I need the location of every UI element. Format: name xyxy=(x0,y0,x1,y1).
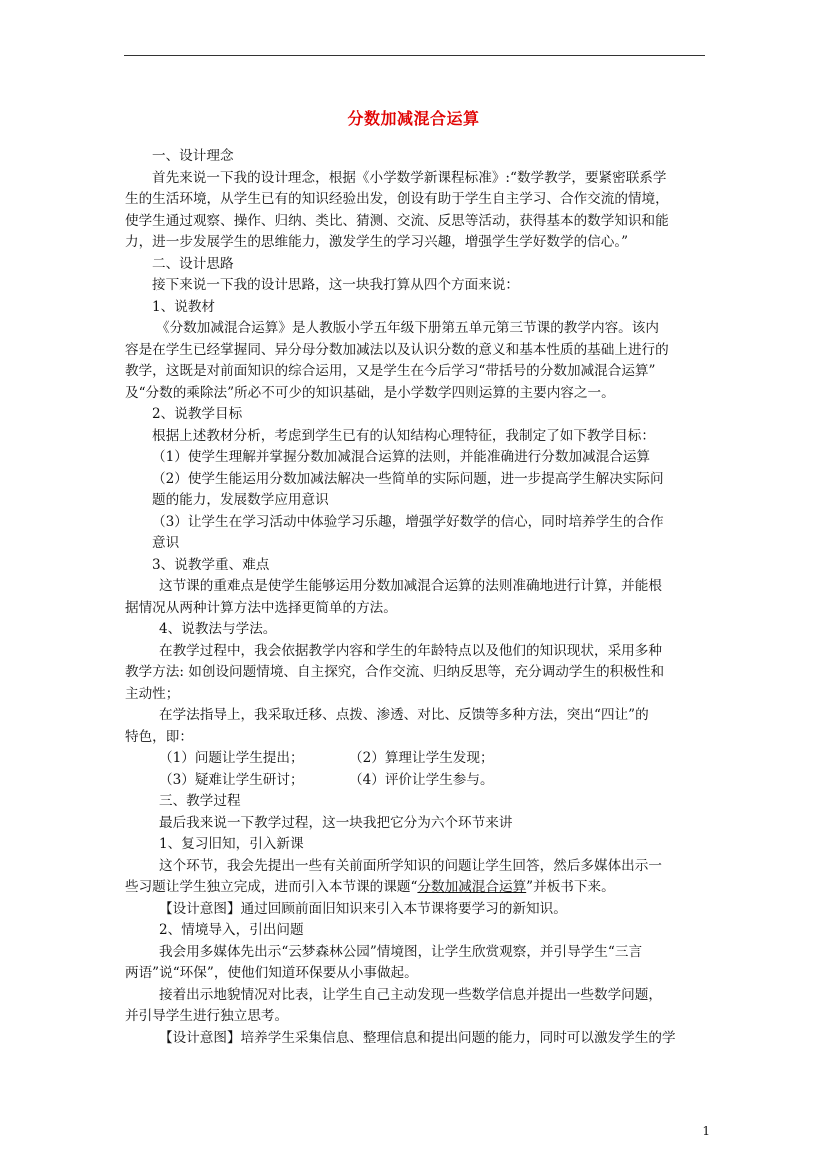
paragraph-line: 最后我来说一下教学过程，这一块我把它分为六个环节来讲 xyxy=(159,814,513,831)
header-rule xyxy=(124,55,705,56)
subsection-heading: 2、说教学目标 xyxy=(152,406,243,422)
section-heading: 一、设计理念 xyxy=(152,148,234,164)
list-item-continuation: 意识 xyxy=(152,535,180,551)
list-item: （1）问题让学生提出； xyxy=(159,750,304,766)
paragraph-line: 这个环节，我会先提出一些有关前面所学知识的问题让学生回答，然后多媒体出示一 xyxy=(159,857,662,874)
subsection-heading: 2、情境导入，引出问题 xyxy=(159,922,304,938)
document-title: 分数加减混合运算 xyxy=(347,109,480,128)
paragraph-line: 力，进一步发展学生的思维能力，激发学生的学习兴趣，增强学生学好数学的信心。” xyxy=(125,234,629,250)
design-intent-note: 【设计意图】通过回顾前面旧知识来引入本节课将要学习的新知识。 xyxy=(159,900,567,917)
list-item: （2）算理让学生发现； xyxy=(349,750,494,766)
page-number: 1 xyxy=(702,1124,710,1138)
section-heading: 二、设计思路 xyxy=(152,255,234,272)
document-body xyxy=(125,146,706,1049)
paragraph-line: 主动性； xyxy=(125,685,180,702)
paragraph-line: 容是在学生已经掌握同、异分母分数加减法以及认识分数的意义和基本性质的基础上进行的 xyxy=(125,341,669,358)
list-item: （2）使学生能运用分数加减法解决一些简单的实际问题，进一步提高学生解决实际问 xyxy=(152,470,664,487)
paragraph-line: 我会用多媒体先出示“云梦森林公园”情境图，让学生欣赏观察，并引导学生“三言 xyxy=(159,943,643,960)
paragraph-line: 生的生活环境，从学生已有的知识经验出发，创设有助于学生自主学习、合作交流的情境， xyxy=(125,191,669,207)
list-item-continuation: 题的能力，发展数学应用意识 xyxy=(152,492,329,508)
paragraph-line: 教学，这既是对前面知识的综合运用，又是学生在今后学习“带括号的分数加减混合运算” xyxy=(125,363,656,379)
paragraph-line: 这节课的重难点是使学生能够运用分数加减混合运算的法则准确地进行计算，并能根 xyxy=(159,578,662,594)
text-run: ”并板书下来。 xyxy=(526,879,615,895)
list-row xyxy=(125,770,706,792)
lesson-title-underlined: 分数加减混合运算 xyxy=(417,879,527,895)
paragraph-line: 根据上述教材分析，考虑到学生已有的认知结构心理特征，我制定了如下教学目标： xyxy=(152,427,655,444)
section-heading: 三、教学过程 xyxy=(159,793,241,809)
paragraph-line: 《分数加减混合运算》是人教版小学五年级下册第五单元第三节课的教学内容。该内 xyxy=(156,320,659,336)
list-item: （4）评价让学生参与。 xyxy=(349,771,494,788)
list-item: （1）使学生理解并掌握分数加减混合运算的法则，并能准确进行分数加减混合运算 xyxy=(152,449,651,465)
paragraph-line: 及“分数的乘除法”所必不可少的知识基础，是小学数学四则运算的主要内容之一。 xyxy=(125,384,615,401)
list-item: （3）疑难让学生研讨； xyxy=(159,771,304,788)
paragraph-line: 在教学过程中，我会依据教学内容和学生的年龄特点以及他们的知识现状，采用多种 xyxy=(159,642,662,659)
paragraph-line: 接着出示地貌情况对比表，让学生自己主动发现一些数学信息并提出一些数学问题， xyxy=(159,986,662,1003)
subsection-heading: 1、说教材 xyxy=(152,298,216,315)
paragraph-line: 在学法指导上，我采取迁移、点拨、渗透、对比、反馈等多种方法，突出“四让”的 xyxy=(159,707,649,723)
subsection-heading: 1、复习旧知，引入新课 xyxy=(159,836,304,852)
paragraph-line: 首先来说一下我的设计理念，根据《小学数学新课程标准》:“数学教学，要紧密联系学 xyxy=(152,169,667,186)
paragraph-line: 使学生通过观察、操作、归纳、类比、猜测、交流、反思等活动，获得基本的数学知识和能 xyxy=(125,212,669,229)
paragraph-line: 教学方法: 如创设问题情境、自主探究，合作交流、归纳反思等，充分调动学生的积极性和 xyxy=(125,664,665,680)
list-row xyxy=(125,748,706,770)
paragraph-line: 特色，即： xyxy=(125,728,193,745)
paragraph-line: 据情况从两种计算方法中选择更简单的方法。 xyxy=(125,599,397,616)
design-intent-note: 【设计意图】培养学生采集信息、整理信息和提出问题的能力，同时可以激发学生的学 xyxy=(159,1029,676,1046)
paragraph-line: 并引导学生进行独立思考。 xyxy=(125,1008,289,1024)
paragraph-line: 接下来说一下我的设计思路，这一块我打算从四个方面来说： xyxy=(152,277,520,293)
subsection-heading: 4、说教法与学法。 xyxy=(159,621,277,637)
list-item: （3）让学生在学习活动中体验学习乐趣，增强学好数学的信心，同时培养学生的合作 xyxy=(152,513,664,530)
text-run: 些习题让学生独立完成，进而引入本节课的课题“ xyxy=(125,879,418,895)
subsection-heading: 3、说教学重、难点 xyxy=(152,556,270,573)
paragraph-line: 两语”说“环保”，使他们知道环保要从小事做起。 xyxy=(125,965,418,981)
paragraph-line xyxy=(125,877,706,899)
